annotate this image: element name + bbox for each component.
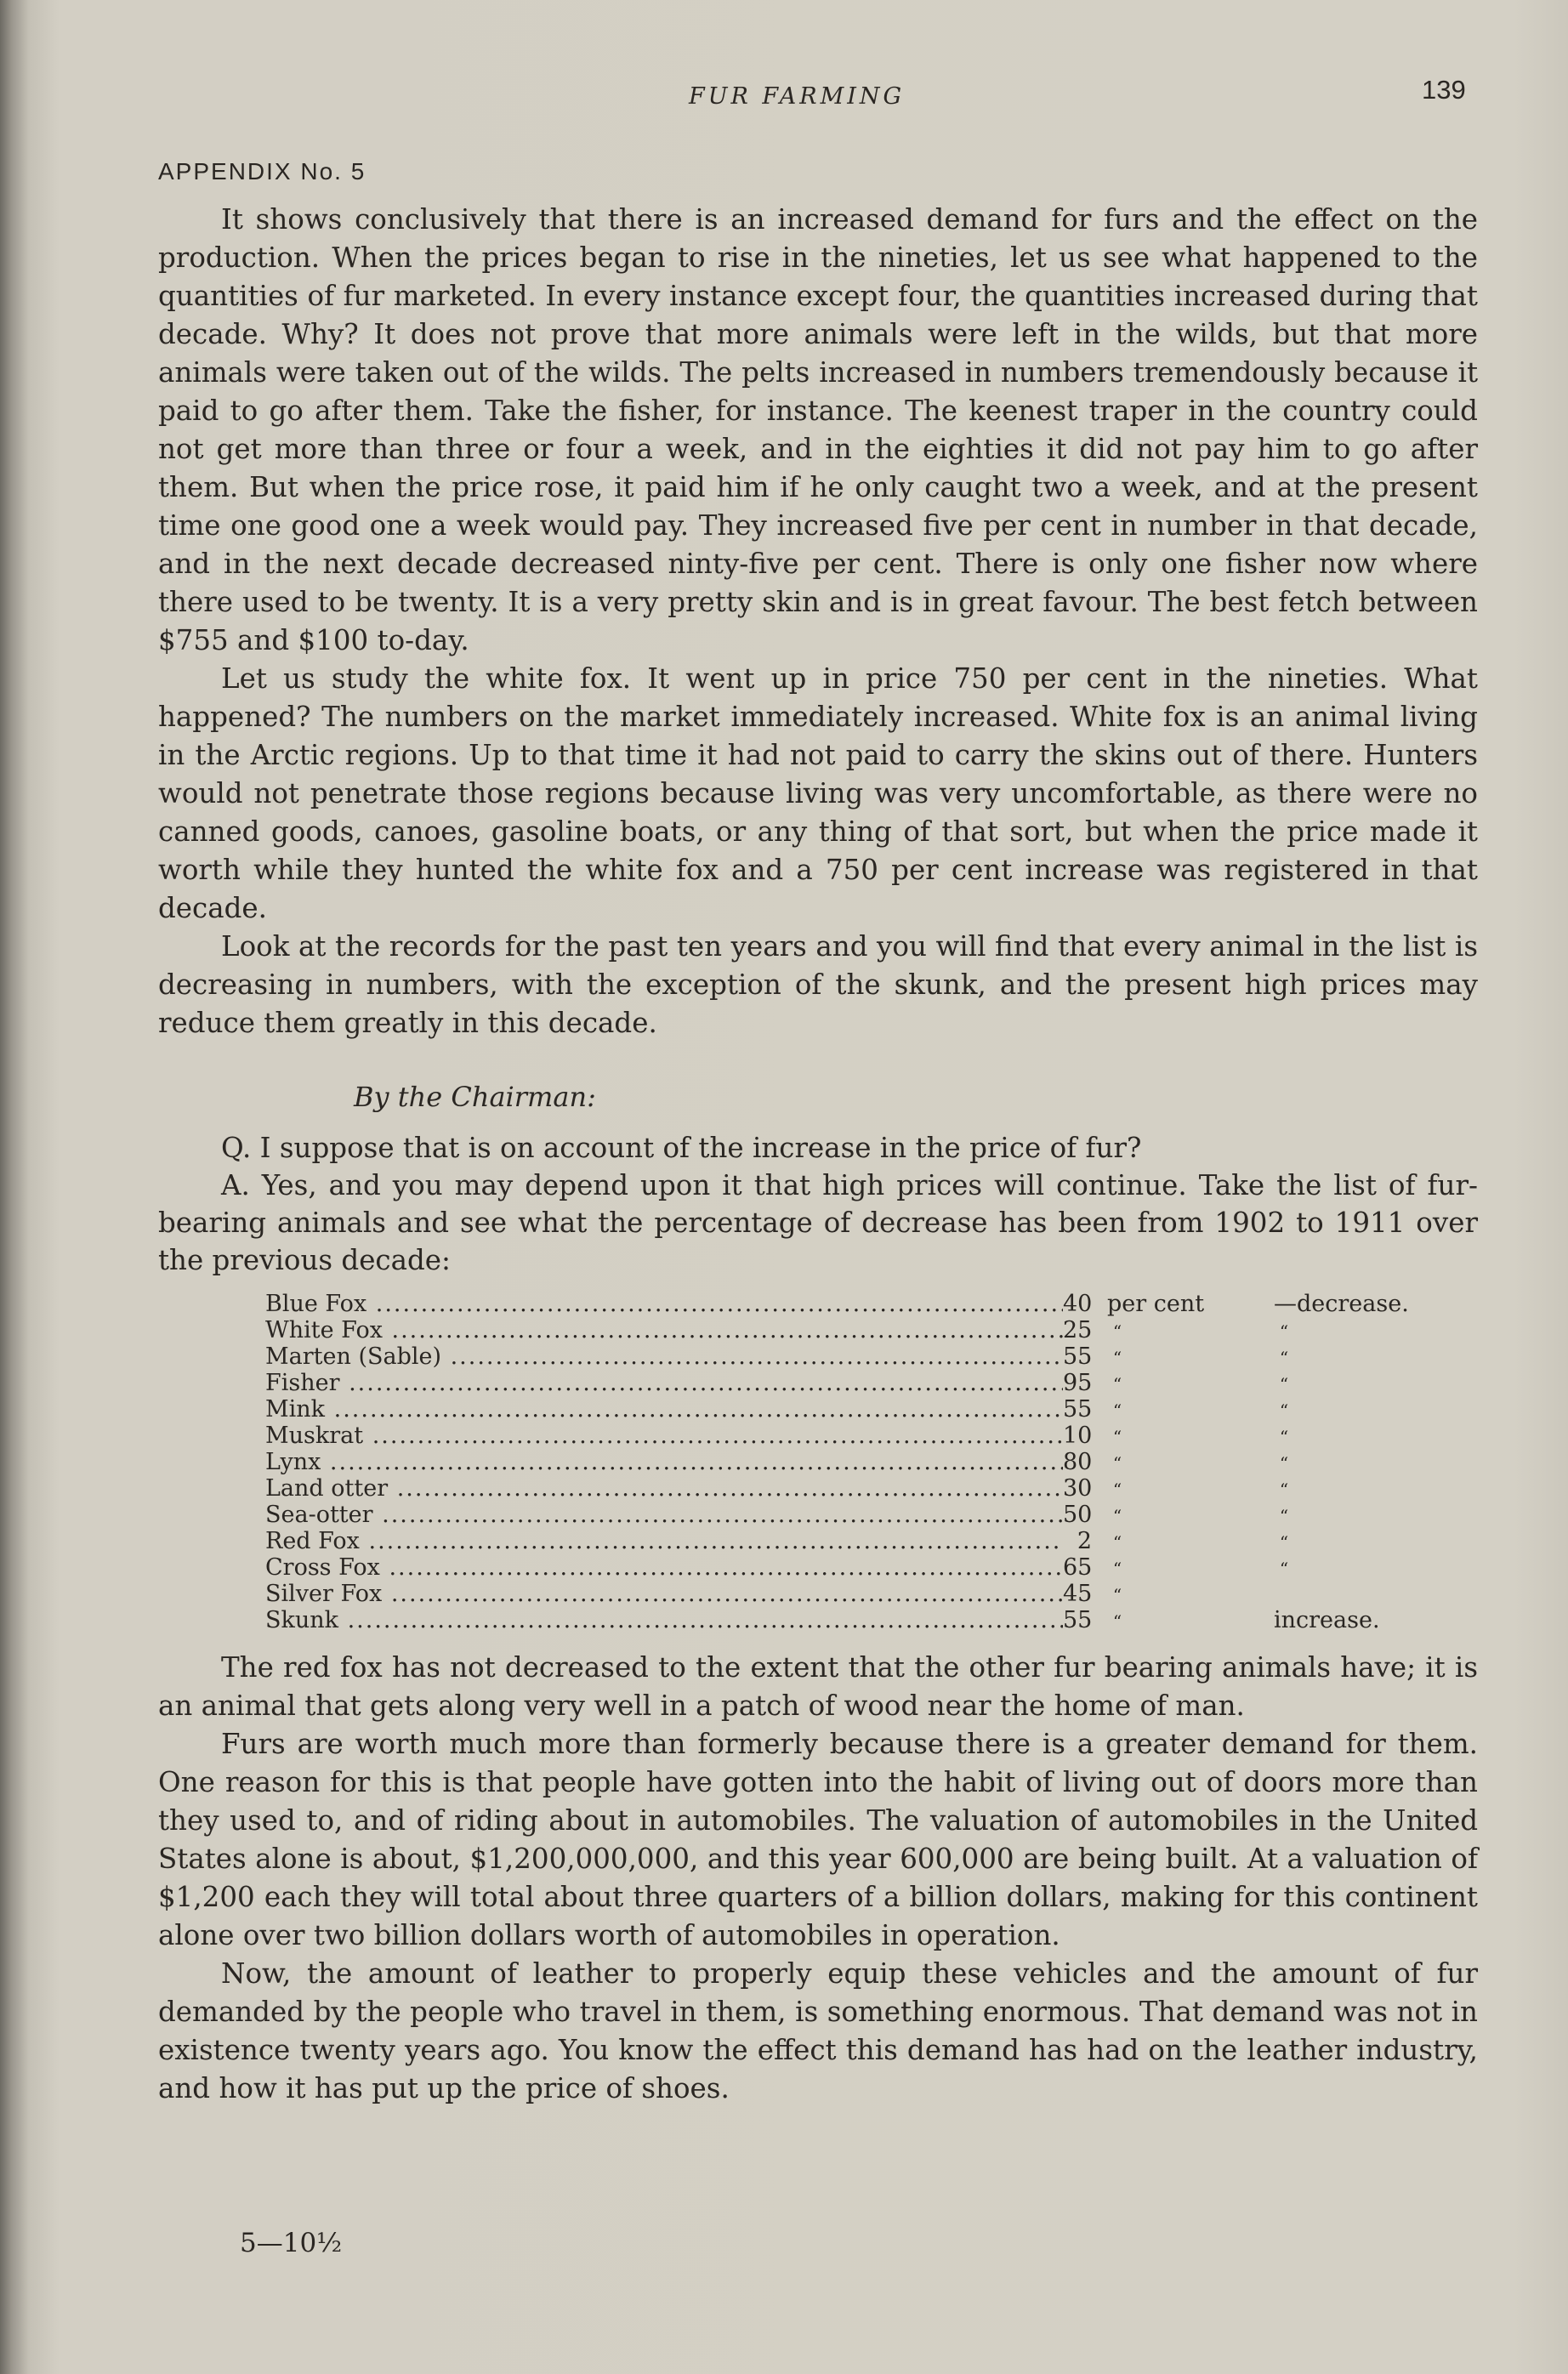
paragraph: It shows conclusively that there is an increased demand for furs and the effect on the production. When the prices began to rise in the nineties, let us see what happened to the quantities of fur marketed. In every instance except four, the quantities increased during that decade. Why? It does not prove that more animals were left in the wilds, but that more animals were taken out of the wilds. The pelts increased in numbers tremendously because it paid to go after them. Take the fisher, for instance. The keenest traper in the country could not get more than three or four a week, and in the eighties it did not pay him to go after them. But when the price rose, it paid him if he only caught two a week, and at the present time one good one a week would pay. They increased five per cent in number in that decade, and in the next decade decreased ninty-five per cent. There is only one fisher now where there used to be twenty. It is a very pretty skin and is in great favour. The best fetch between $755 and $100 to-day. (158, 203, 1478, 656)
animal-name: Skunk ..... (265, 1607, 1063, 1633)
table-row (265, 1343, 1456, 1370)
percentage: 45 (1063, 1581, 1093, 1607)
table-row (265, 1581, 1456, 1607)
unit-ditto: “ (1112, 1611, 1122, 1632)
unit-ditto: “ (1112, 1321, 1122, 1342)
animal-name: Sea-otter ..... (265, 1502, 1063, 1528)
change-kind: “ (1279, 1479, 1289, 1500)
body-text (158, 201, 1478, 2108)
percentage: 55 (1063, 1396, 1093, 1423)
table-row (265, 1475, 1456, 1502)
table-row (265, 1449, 1456, 1475)
animal-name: Fisher ..... (265, 1370, 1063, 1396)
unit-ditto: “ (1112, 1479, 1122, 1500)
paragraph: The red fox has not decreased to the extent that the other fur bearing animals have; it is an animal that gets along very well in a patch of wood near the home of man. (158, 1651, 1478, 1722)
animal-name: Lynx ..... (265, 1449, 1063, 1475)
running-title: FUR FARMING (689, 83, 906, 110)
appendix-label: APPENDIX No. 5 (158, 158, 366, 185)
unit-ditto: “ (1112, 1427, 1122, 1447)
unit-ditto: “ (1112, 1532, 1122, 1553)
percentage: 40 (1063, 1291, 1093, 1317)
decrease-table (265, 1291, 1456, 1633)
signature-mark: 5—10½ (240, 2228, 343, 2258)
table-row (265, 1502, 1456, 1528)
unit-ditto: “ (1112, 1374, 1122, 1394)
animal-name: White Fox ..... (265, 1317, 1063, 1343)
change-kind: “ (1279, 1374, 1289, 1394)
table-row (265, 1396, 1456, 1423)
unit-ditto: “ (1112, 1400, 1122, 1421)
animal-name: Silver Fox ..... (265, 1581, 1063, 1607)
table-row (265, 1317, 1456, 1343)
unit-ditto: “ (1112, 1559, 1122, 1579)
change-kind: “ (1279, 1453, 1289, 1474)
paragraph: Now, the amount of leather to properly equip these vehicles and the amount of fur demanded by the people who travel in them, is something enormous. That demand was not in existence twenty years ago. You know the effect this demand has had on the leather industry, and how it has put up the price of shoes. (158, 1957, 1478, 2104)
question: Q. I suppose that is on account of the increase in the price of fur? (221, 1132, 1142, 1164)
percentage: 25 (1063, 1317, 1093, 1343)
percentage: 2 (1077, 1528, 1092, 1554)
percentage: 55 (1063, 1343, 1093, 1370)
animal-name: Blue Fox ..... (265, 1291, 1063, 1317)
percentage: 80 (1063, 1449, 1093, 1475)
animal-name: Muskrat ..... (265, 1423, 1063, 1449)
percentage: 55 (1063, 1607, 1093, 1633)
change-kind: “ (1279, 1532, 1289, 1553)
animal-name: Marten (Sable) ..... (265, 1343, 1063, 1370)
animal-name: Mink ..... (265, 1396, 1063, 1423)
percentage: 10 (1063, 1423, 1093, 1449)
animal-name: Red Fox ..... (265, 1528, 1063, 1554)
unit-ditto: “ (1112, 1453, 1122, 1474)
change-kind: “ (1279, 1348, 1289, 1368)
percentage: 95 (1063, 1370, 1093, 1396)
percentage: 50 (1063, 1502, 1093, 1528)
answer: A. Yes, and you may depend upon it that high prices will continue. Take the list of fur-bearing animals and see what the percentage of decrease has been from 1902 to 1911 over the previous decade: (158, 1169, 1478, 1276)
percentage: 65 (1063, 1554, 1093, 1581)
animal-name: Cross Fox ..... (265, 1554, 1063, 1581)
change-kind: “ (1279, 1427, 1289, 1447)
change-kind: “ (1279, 1400, 1289, 1421)
table-row (265, 1554, 1456, 1581)
percentage: 30 (1063, 1475, 1093, 1502)
speaker-heading: By the Chairman: (354, 1081, 596, 1113)
table-row (265, 1528, 1456, 1554)
unit-ditto: “ (1112, 1348, 1122, 1368)
paragraph: Let us study the white fox. It went up in price 750 per cent in the nineties. What happened? The numbers on the market immediately increased. White fox is an animal living in the Arctic regions. Up to that time it had not paid to carry the skins out of there. Hunters would not penetrate those regions because living was very uncomfortable, as there were no canned goods, canoes, gasoline boats, or any thing of that sort, but when the price made it worth while they hunted the white fox and a 750 per cent increase was registered in that decade. (158, 662, 1478, 924)
table-row (265, 1423, 1456, 1449)
change-kind: “ (1279, 1506, 1289, 1526)
paragraph: Look at the records for the past ten years and you will find that every animal in the list is decreasing in numbers, with the exception of the skunk, and the present high prices may reduce them greatly in this decade. (158, 930, 1478, 1039)
change-kind: “ (1279, 1559, 1289, 1579)
table-row (265, 1370, 1456, 1396)
table-row (265, 1291, 1456, 1317)
unit-label: per cent (1107, 1291, 1205, 1317)
page-number: 139 (1422, 75, 1466, 105)
change-kind: —decrease. (1274, 1291, 1409, 1317)
page-header (0, 75, 1568, 117)
paragraph: Furs are worth much more than formerly because there is a greater demand for them. One reason for this is that people have gotten into the habit of living out of doors more than they used to, and of riding about in automobiles. The valuation of automobiles in the United States alone is about, $1,200,000,000, and this year 600,000 are being built. At a valuation of $1,200 each they will total about three quarters of a billion dollars, making for this continent alone over two billion dollars worth of automobiles in operation. (158, 1728, 1478, 1951)
change-kind: “ (1279, 1321, 1289, 1342)
change-kind: increase. (1274, 1607, 1380, 1633)
animal-name: Land otter ..... (265, 1475, 1063, 1502)
unit-ditto: “ (1112, 1585, 1122, 1605)
unit-ditto: “ (1112, 1506, 1122, 1526)
table-row (265, 1607, 1456, 1633)
